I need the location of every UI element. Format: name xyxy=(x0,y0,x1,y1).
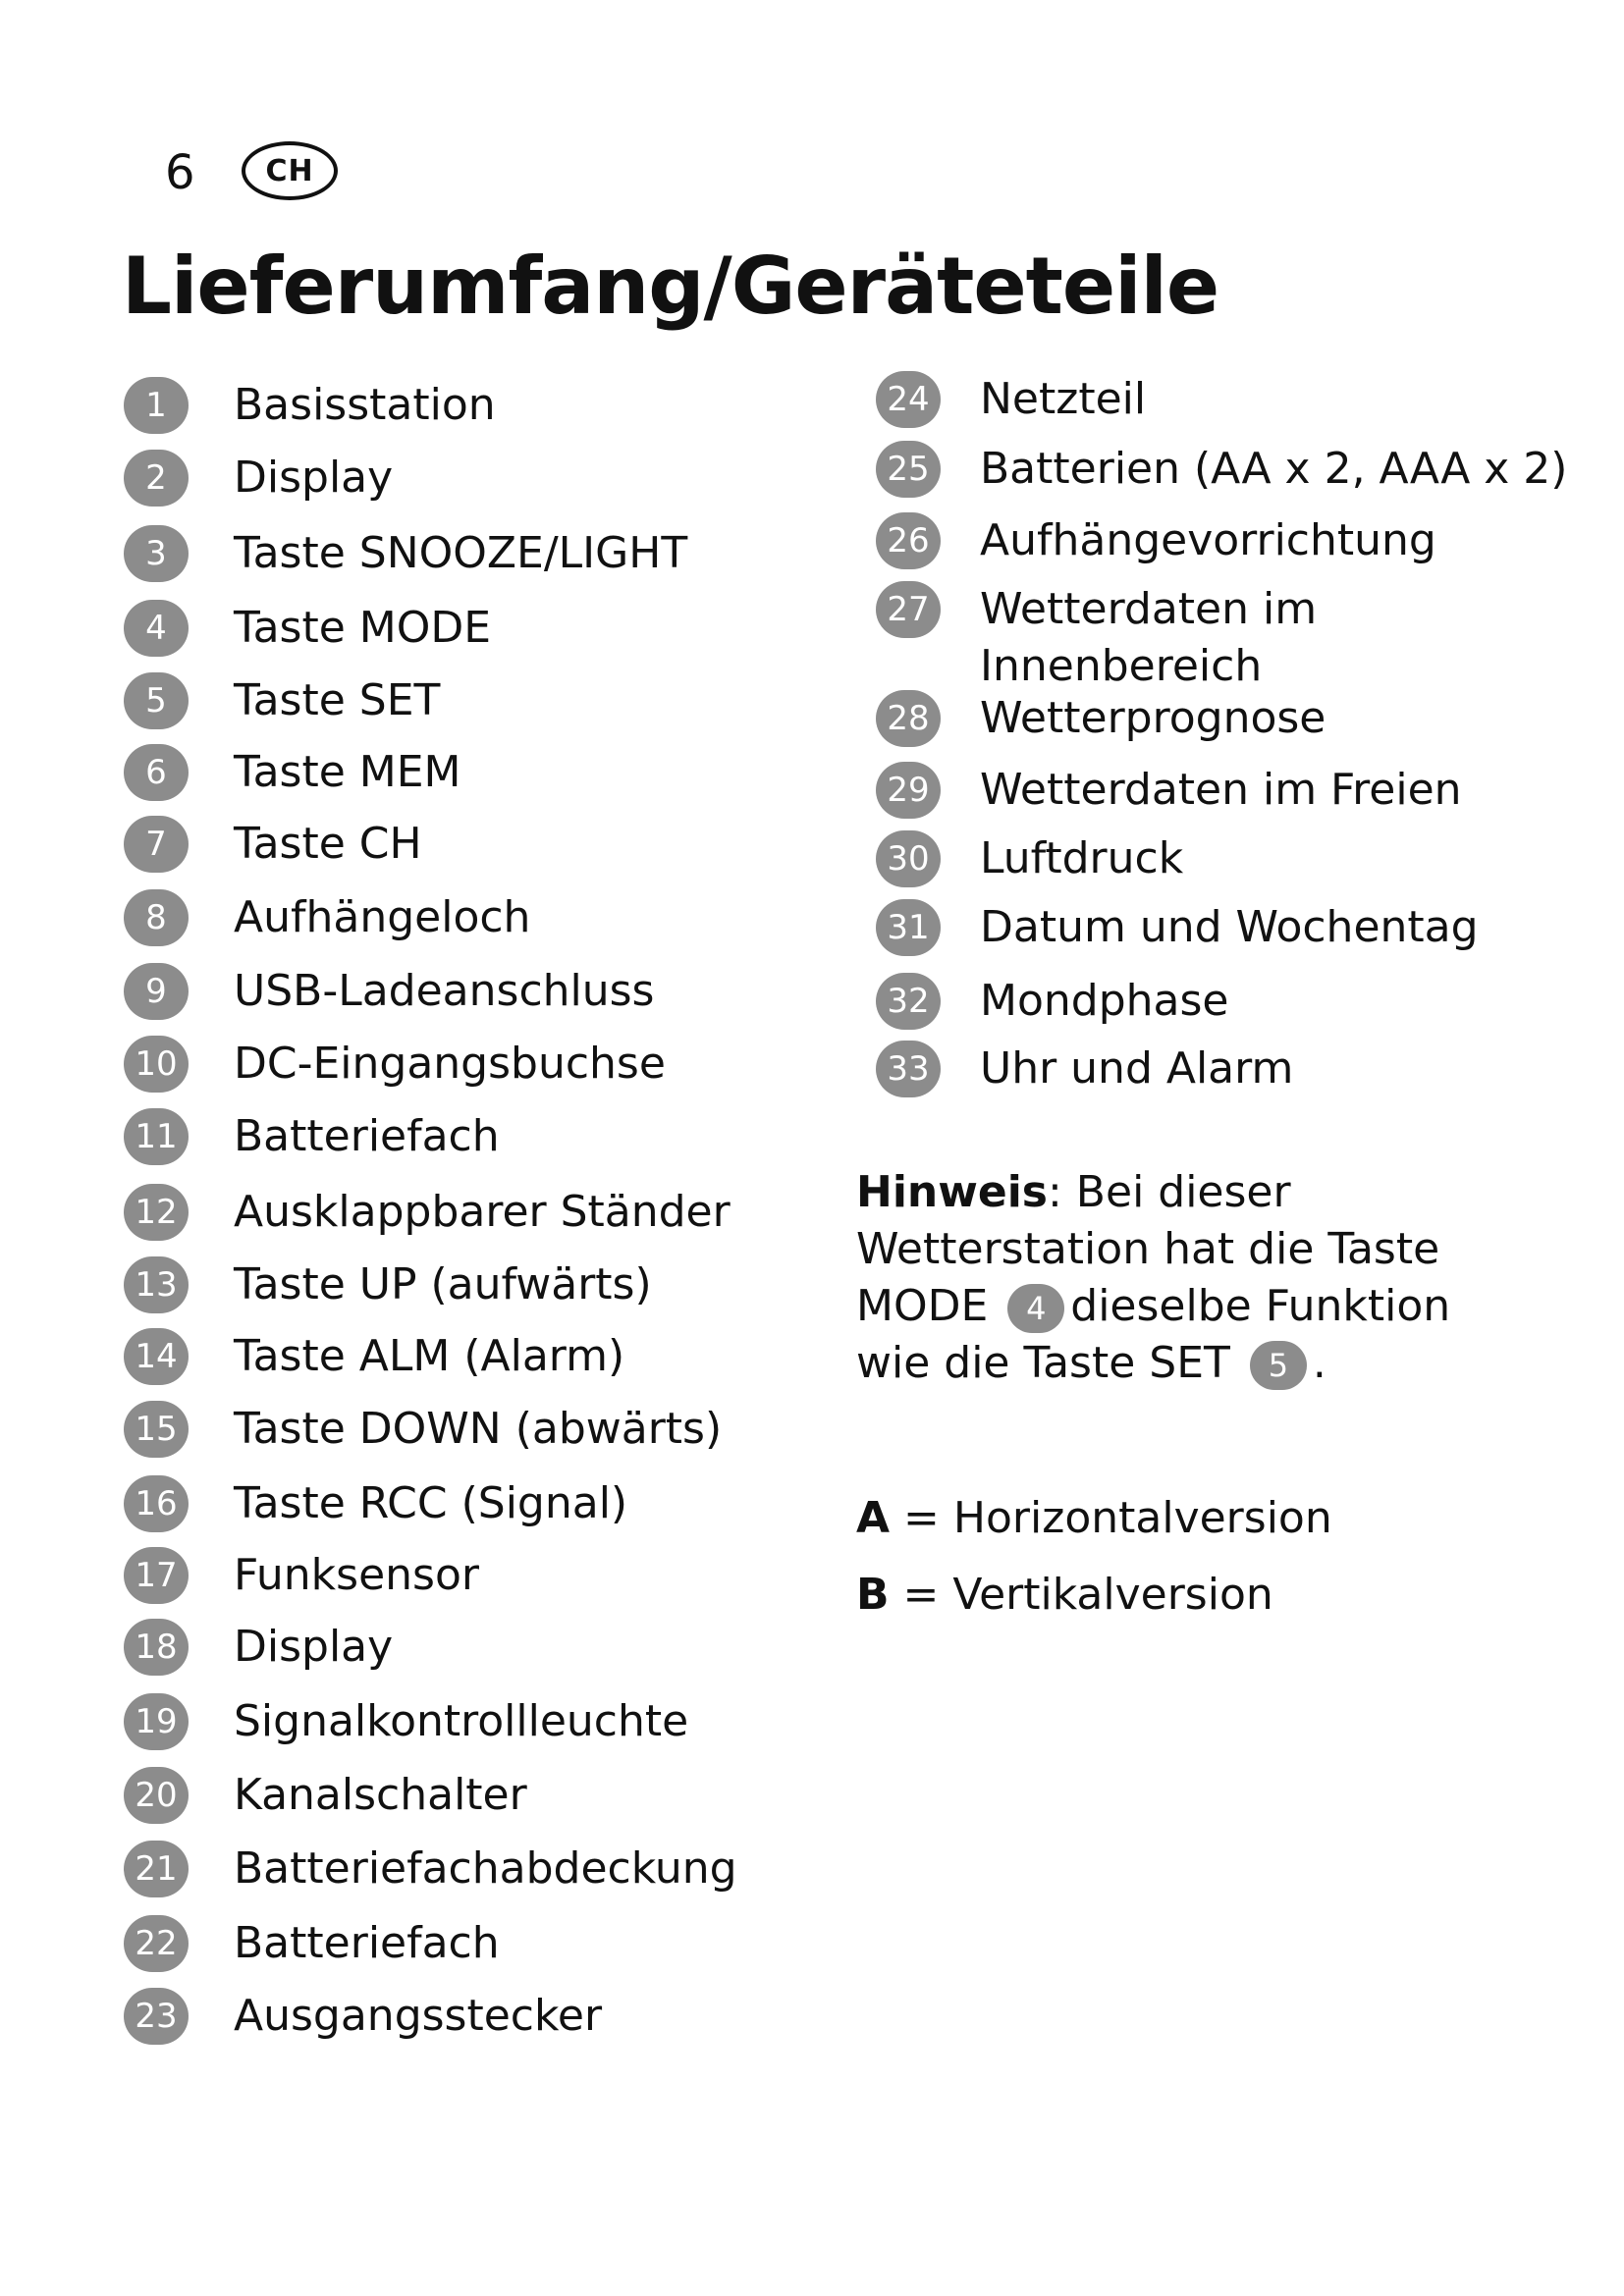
note-text-1: : Bei dieser xyxy=(1048,1167,1291,1217)
part-item xyxy=(876,581,1317,695)
legend-text-b: = Vertikalversion xyxy=(889,1570,1273,1620)
part-number-badge: 30 xyxy=(876,830,941,887)
part-number-badge: 8 xyxy=(124,889,189,946)
part-label: Taste SET xyxy=(234,675,441,725)
part-item xyxy=(124,1914,500,1973)
part-number-badge: 9 xyxy=(124,963,189,1020)
part-item xyxy=(124,815,422,874)
note-label: Hinweis xyxy=(856,1167,1048,1217)
part-item xyxy=(124,1327,624,1386)
part-label: Taste MODE xyxy=(234,603,492,653)
part-number-badge: 2 xyxy=(124,450,189,507)
part-number-badge: 26 xyxy=(876,512,941,569)
part-item xyxy=(124,1183,731,1242)
part-number-badge: 18 xyxy=(124,1619,189,1676)
part-label: Batterien (AA x 2, AAA x 2) xyxy=(980,444,1568,494)
part-label: Batteriefachabdeckung xyxy=(234,1843,737,1894)
note-badge-mode: 4 xyxy=(1007,1284,1064,1333)
note-line-1 xyxy=(856,1164,1543,1221)
part-item xyxy=(124,1546,479,1605)
part-number-badge: 17 xyxy=(124,1547,189,1604)
part-number-badge: 22 xyxy=(124,1915,189,1972)
part-number-badge: 21 xyxy=(124,1841,189,1897)
part-number-badge: 4 xyxy=(124,600,189,657)
part-number-badge: 24 xyxy=(876,371,941,428)
part-number-badge: 19 xyxy=(124,1693,189,1750)
part-label-line-1: Wetterdaten im xyxy=(980,584,1318,634)
part-label: Funksensor xyxy=(234,1550,479,1600)
part-number-badge: 1 xyxy=(124,377,189,434)
part-number-badge: 11 xyxy=(124,1108,189,1165)
part-item xyxy=(124,449,393,507)
part-item xyxy=(124,1400,722,1459)
part-item xyxy=(876,898,1479,957)
part-label: Taste MEM xyxy=(234,747,461,797)
part-label: Signalkontrollleuchte xyxy=(234,1696,689,1746)
part-number-badge: 27 xyxy=(876,581,941,638)
page-title: Lieferumfang/Geräteteile xyxy=(122,240,1219,332)
part-number-badge: 3 xyxy=(124,525,189,582)
part-number-badge: 31 xyxy=(876,899,941,956)
country-badge: CH xyxy=(242,141,338,200)
note-line-2: Wetterstation hat die Taste xyxy=(856,1224,1440,1274)
part-number-badge: 28 xyxy=(876,690,941,747)
part-label: Wetterdaten im Freien xyxy=(980,765,1462,815)
part-number-badge: 20 xyxy=(124,1767,189,1824)
part-item xyxy=(876,370,1146,429)
part-item xyxy=(124,888,530,947)
part-number-badge: 7 xyxy=(124,816,189,873)
part-item xyxy=(876,689,1326,748)
part-number-badge: 6 xyxy=(124,744,189,801)
part-label: Taste SNOOZE/LIGHT xyxy=(234,528,688,578)
part-item xyxy=(124,671,440,730)
part-label: Display xyxy=(234,1622,394,1672)
part-label: Taste RCC (Signal) xyxy=(234,1478,628,1528)
part-number-badge: 12 xyxy=(124,1184,189,1241)
note-line-4 xyxy=(856,1335,1543,1392)
part-item xyxy=(124,743,461,802)
part-label: Taste ALM (Alarm) xyxy=(234,1331,625,1381)
legend-key-b: B xyxy=(856,1570,890,1620)
part-label: Kanalschalter xyxy=(234,1770,527,1820)
note-text-4b: . xyxy=(1312,1338,1326,1388)
part-item xyxy=(876,440,1567,499)
part-label: Mondphase xyxy=(980,976,1229,1026)
part-item xyxy=(876,761,1462,820)
part-label: Luftdruck xyxy=(980,833,1184,883)
part-label-line-2: Innenbereich xyxy=(980,641,1263,691)
part-item xyxy=(124,1692,688,1751)
part-item xyxy=(124,1766,527,1825)
part-number-badge: 33 xyxy=(876,1041,941,1097)
part-label: Ausgangsstecker xyxy=(234,1991,603,2041)
part-item xyxy=(876,1040,1293,1098)
part-item xyxy=(876,829,1183,888)
part-label xyxy=(980,581,1317,695)
part-label: Display xyxy=(234,453,394,503)
part-label: Aufhängeloch xyxy=(234,892,531,942)
part-item xyxy=(124,376,496,435)
note-text-3a: MODE xyxy=(856,1281,1002,1331)
note-line-3 xyxy=(856,1278,1543,1335)
part-label: Netzteil xyxy=(980,374,1147,424)
legend-text-a: = Horizontalversion xyxy=(890,1493,1332,1543)
part-label: DC-Eingangsbuchse xyxy=(234,1039,666,1089)
part-number-badge: 32 xyxy=(876,973,941,1030)
part-label: Batteriefach xyxy=(234,1918,500,1968)
note-badge-set: 5 xyxy=(1250,1341,1307,1390)
part-item xyxy=(124,599,491,658)
part-label: Wetterprognose xyxy=(980,693,1326,743)
part-label: Taste UP (aufwärts) xyxy=(234,1259,652,1309)
part-item xyxy=(876,511,1436,570)
part-number-badge: 5 xyxy=(124,672,189,729)
part-label: Taste CH xyxy=(234,819,422,869)
part-item xyxy=(124,1474,627,1533)
legend-key-a: A xyxy=(856,1493,891,1543)
part-item xyxy=(124,1255,652,1314)
part-number-badge: 14 xyxy=(124,1328,189,1385)
part-item xyxy=(124,524,687,583)
note-text-4a: wie die Taste SET xyxy=(856,1338,1244,1388)
part-label: Ausklappbarer Ständer xyxy=(234,1187,731,1237)
part-number-badge: 25 xyxy=(876,441,941,498)
note-box xyxy=(856,1164,1543,1392)
part-item xyxy=(876,972,1228,1031)
part-label: Aufhängevorrichtung xyxy=(980,515,1436,565)
part-item xyxy=(124,1035,666,1094)
part-number-badge: 13 xyxy=(124,1256,189,1313)
legend-vertical xyxy=(856,1567,1273,1624)
part-label: Uhr und Alarm xyxy=(980,1043,1294,1094)
part-label: Batteriefach xyxy=(234,1111,500,1161)
part-label: Datum und Wochentag xyxy=(980,902,1479,952)
page-number: 6 xyxy=(165,145,195,200)
part-item xyxy=(124,1840,737,1898)
part-item xyxy=(124,1107,500,1166)
part-label: USB-Ladeanschluss xyxy=(234,966,655,1016)
part-label: Taste DOWN (abwärts) xyxy=(234,1404,723,1454)
part-number-badge: 15 xyxy=(124,1401,189,1458)
part-number-badge: 10 xyxy=(124,1036,189,1093)
part-item xyxy=(124,962,654,1021)
part-number-badge: 29 xyxy=(876,762,941,819)
part-number-badge: 16 xyxy=(124,1475,189,1532)
part-label: Basisstation xyxy=(234,380,496,430)
part-number-badge: 23 xyxy=(124,1988,189,2045)
legend-horizontal xyxy=(856,1490,1332,1547)
part-item xyxy=(124,1618,393,1677)
part-item xyxy=(124,1987,602,2046)
note-text-3b: dieselbe Funktion xyxy=(1070,1281,1451,1331)
